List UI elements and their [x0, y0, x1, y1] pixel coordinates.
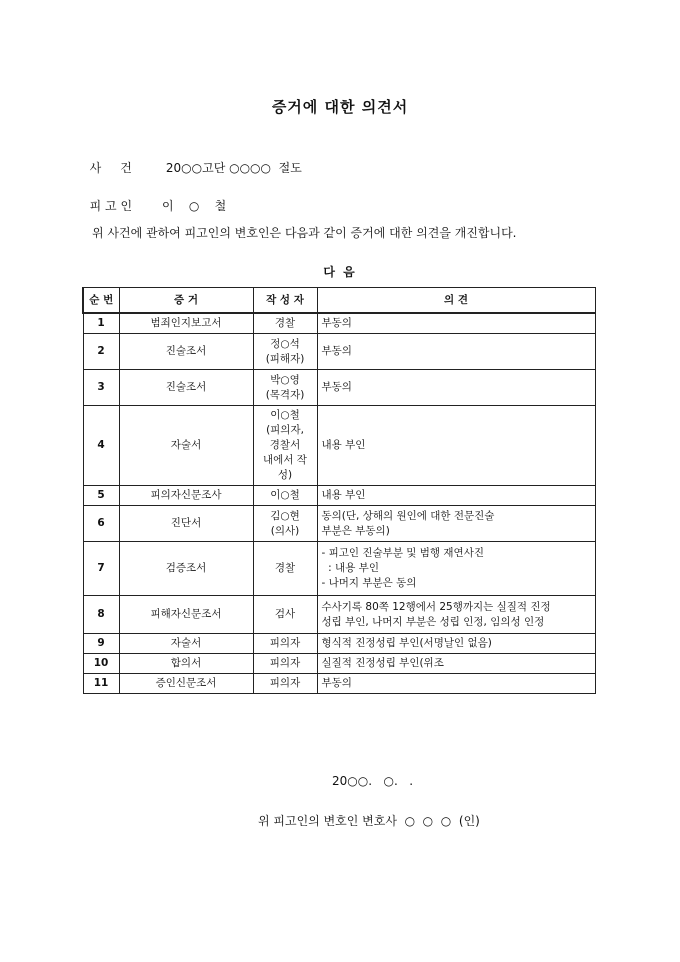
author-line: (피해자): [265, 352, 305, 365]
opinion-cell: [317, 406, 595, 486]
opinion-line: - 피고인 진술부분 및 범행 재연사진: [321, 547, 484, 559]
author-line: 검사: [274, 608, 296, 620]
table-body: [83, 313, 595, 694]
opinion-cell: [317, 634, 595, 654]
opinion-line: 부동의: [321, 317, 352, 329]
table-row: [83, 654, 595, 674]
author-cell: [253, 406, 317, 486]
opinion-line: 내용 부인: [321, 439, 366, 451]
evidence-cell: 증인신문조서: [119, 674, 253, 694]
opinion-line: 성립 부인, 나머지 부분은 성립 인정, 임의성 인정: [321, 615, 545, 628]
author-cell: [253, 486, 317, 506]
row-number: 5: [83, 486, 119, 506]
author-line: (피의자,: [266, 424, 304, 436]
opinion-cell: [317, 370, 595, 406]
author-line: 피의자: [269, 657, 301, 669]
evidence-cell: 합의서: [119, 654, 253, 674]
table-row: [83, 334, 595, 370]
row-number: 1: [83, 313, 119, 334]
table-row: [83, 596, 595, 634]
evidence-cell: 진술조서: [119, 334, 253, 370]
opinion-line: 동의(단, 상해의 원인에 대한 전문진술: [321, 509, 495, 522]
author-line: 경찰: [274, 562, 296, 574]
author-line: 피의자: [269, 637, 301, 649]
author-line: 경찰서: [269, 439, 301, 451]
author-cell: [253, 542, 317, 596]
row-number: 11: [83, 674, 119, 694]
evidence-cell: 진술조서: [119, 370, 253, 406]
evidence-table: [82, 287, 596, 694]
evidence-cell: 피해자신문조서: [119, 596, 253, 634]
evidence-cell: 진단서: [119, 506, 253, 542]
opinion-line: 형식적 진정성립 부인(서명날인 없음): [321, 637, 492, 649]
case-value: 20○○고단 ○○○○ 절도: [165, 161, 302, 175]
opinion-line: : 내용 부인: [321, 562, 379, 574]
opinion-line: 수사기록 80쪽 12행에서 25행까지는 실질적 진정: [321, 600, 551, 613]
table-row: [83, 674, 595, 694]
intro-paragraph: 위 사건에 관하여 피고인의 변호인은 다음과 같이 증거에 대한 의견을 개진합니다.: [92, 226, 517, 240]
opinion-line: 부동의: [321, 381, 352, 393]
author-cell: [253, 654, 317, 674]
opinion-cell: [317, 654, 595, 674]
author-line: 정○석: [270, 337, 300, 350]
row-number: 6: [83, 506, 119, 542]
opinion-cell: [317, 506, 595, 542]
row-number: 7: [83, 542, 119, 596]
author-line: 이○철: [270, 489, 300, 501]
table-row: [83, 634, 595, 654]
author-cell: [253, 674, 317, 694]
evidence-cell: 자술서: [119, 634, 253, 654]
table-row: [83, 406, 595, 486]
opinion-line: 부동의: [321, 345, 352, 357]
row-number: 8: [83, 596, 119, 634]
date-line: 20○○. ○. .: [332, 774, 414, 788]
table-row: [83, 542, 595, 596]
table-row: [83, 486, 595, 506]
author-line: 내에서 작성): [263, 454, 307, 481]
table-row: [83, 313, 595, 334]
opinion-cell: [317, 542, 595, 596]
header-no: 순 번: [83, 288, 119, 314]
header-author: 작 성 자: [253, 288, 317, 314]
table-row: [83, 370, 595, 406]
author-line: 이○철: [270, 409, 300, 421]
defendant-label: 피 고 인: [89, 199, 133, 213]
author-line: 김○현: [270, 509, 300, 522]
row-number: 10: [83, 654, 119, 674]
defendant-line: [82, 183, 226, 214]
table-header-row: [83, 288, 595, 314]
author-cell: [253, 506, 317, 542]
signature-line: 위 피고인의 변호인 변호사 ○ ○ ○ (인): [258, 814, 480, 828]
header-opinion: 의 견: [317, 288, 595, 314]
opinion-line: 내용 부인: [321, 489, 366, 501]
document-title: 증거에 대한 의견서: [271, 98, 409, 116]
row-number: 2: [83, 334, 119, 370]
evidence-cell: 검증조서: [119, 542, 253, 596]
section-heading: 다 음: [323, 265, 357, 279]
opinion-cell: [317, 486, 595, 506]
author-cell: [253, 596, 317, 634]
author-cell: [253, 370, 317, 406]
opinion-line: 부분은 부동의): [321, 524, 390, 537]
evidence-cell: 자술서: [119, 406, 253, 486]
opinion-line: 실질적 진정성립 부인(위조: [321, 657, 444, 669]
defendant-value: 이 ○ 철: [162, 199, 227, 213]
author-cell: [253, 634, 317, 654]
row-number: 3: [83, 370, 119, 406]
opinion-line: 부동의: [321, 677, 352, 689]
author-line: 경찰: [274, 317, 296, 329]
opinion-cell: [317, 596, 595, 634]
opinion-cell: [317, 334, 595, 370]
author-line: (의사): [270, 524, 300, 537]
author-cell: [253, 313, 317, 334]
opinion-line: - 나머지 부분은 동의: [321, 577, 417, 589]
case-label: 사 건: [89, 161, 132, 175]
opinion-cell: [317, 674, 595, 694]
author-line: 피의자: [269, 677, 301, 689]
author-line: 박○영: [270, 373, 300, 386]
author-line: (목격자): [265, 388, 305, 401]
evidence-cell: 범죄인지보고서: [119, 313, 253, 334]
author-cell: [253, 334, 317, 370]
row-number: 4: [83, 406, 119, 486]
table-row: [83, 506, 595, 542]
case-line: [82, 145, 302, 176]
row-number: 9: [83, 634, 119, 654]
evidence-cell: 피의자신문조사: [119, 486, 253, 506]
header-evidence: 증 거: [119, 288, 253, 314]
opinion-cell: [317, 313, 595, 334]
